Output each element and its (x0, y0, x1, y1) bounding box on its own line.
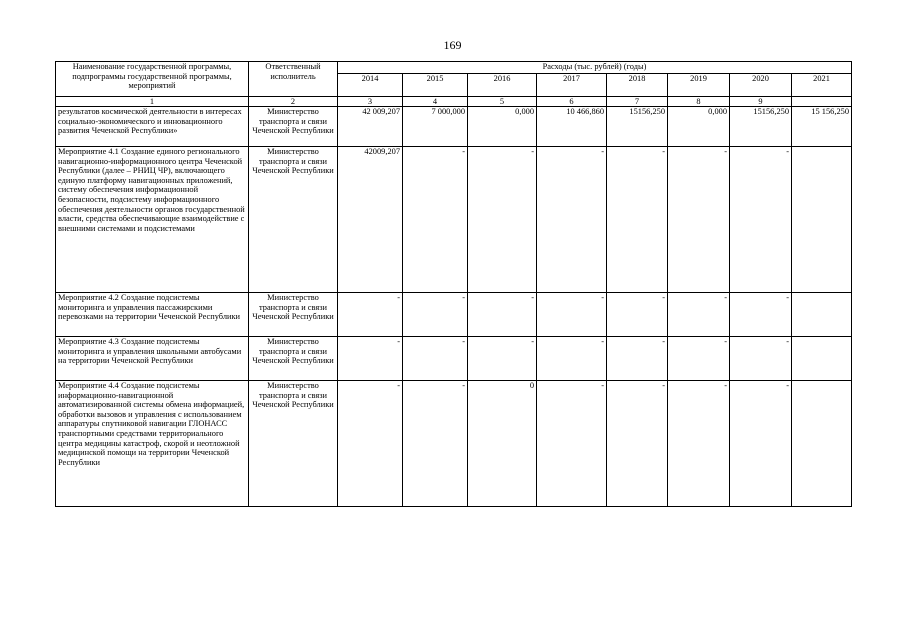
value-cell: - (730, 293, 792, 337)
value-cell: - (338, 293, 403, 337)
value-cell (792, 337, 852, 381)
column-number: 3 (338, 97, 403, 107)
budget-table (55, 61, 852, 507)
header-row-1 (56, 62, 852, 74)
year-header: 2018 (607, 74, 668, 97)
value-cell: - (668, 337, 730, 381)
value-cell: - (403, 337, 468, 381)
value-cell: - (607, 147, 668, 293)
value-cell (792, 381, 852, 507)
column-number: 2 (249, 97, 338, 107)
executor-column-header: Ответственный исполнитель (249, 62, 338, 97)
value-cell: 7 000,000 (403, 107, 468, 147)
row-name: результатов космической деятельности в интересах социально-экономического и инновационного развития Чеченской Республики» (56, 107, 249, 147)
value-cell: - (730, 147, 792, 293)
value-cell: 0,000 (468, 107, 537, 147)
year-header: 2014 (338, 74, 403, 97)
year-header: 2020 (730, 74, 792, 97)
value-cell: - (730, 337, 792, 381)
table-row (56, 293, 852, 337)
value-cell: - (403, 293, 468, 337)
column-number: 6 (537, 97, 607, 107)
value-cell: - (468, 147, 537, 293)
year-header: 2019 (668, 74, 730, 97)
value-cell: 15156,250 (607, 107, 668, 147)
column-number: 4 (403, 97, 468, 107)
value-cell: 0,000 (668, 107, 730, 147)
year-header: 2015 (403, 74, 468, 97)
value-cell: - (537, 293, 607, 337)
value-cell: - (537, 147, 607, 293)
column-number: 1 (56, 97, 249, 107)
value-cell: - (730, 381, 792, 507)
table-row (56, 381, 852, 507)
value-cell: - (403, 381, 468, 507)
name-column-header: Наименование государственной программы, подпрограммы государственной программы, мероприятий (56, 62, 249, 97)
value-cell: - (607, 337, 668, 381)
value-cell: 42009,207 (338, 147, 403, 293)
year-header: 2016 (468, 74, 537, 97)
row-executor: Министерство транспорта и связи Чеченской Республики (249, 107, 338, 147)
value-cell: - (537, 381, 607, 507)
table-row (56, 337, 852, 381)
column-number: 9 (730, 97, 792, 107)
row-executor: Министерство транспорта и связи Чеченской Республики (249, 147, 338, 293)
table-row (56, 147, 852, 293)
value-cell: - (607, 293, 668, 337)
value-cell: - (468, 293, 537, 337)
value-cell: - (338, 337, 403, 381)
year-header: 2017 (537, 74, 607, 97)
table-row (56, 107, 852, 147)
column-number: 7 (607, 97, 668, 107)
value-cell: - (468, 337, 537, 381)
row-executor: Министерство транспорта и связи Чеченской Республики (249, 381, 338, 507)
value-cell: - (403, 147, 468, 293)
expenses-group-header: Расходы (тыс. рублей) (годы) (338, 62, 852, 74)
page-number: 169 (443, 38, 462, 52)
value-cell: 15 156,250 (792, 107, 852, 147)
value-cell (792, 293, 852, 337)
column-number: 5 (468, 97, 537, 107)
value-cell: 10 466,860 (537, 107, 607, 147)
value-cell: - (668, 147, 730, 293)
value-cell: - (607, 381, 668, 507)
column-number: 8 (668, 97, 730, 107)
value-cell: - (537, 337, 607, 381)
value-cell (792, 147, 852, 293)
column-number-row (56, 97, 852, 107)
column-number (792, 97, 852, 107)
value-cell: - (668, 293, 730, 337)
year-header: 2021 (792, 74, 852, 97)
row-name: Мероприятие 4.1 Создание единого регионального навигационно-информационного центра Чеченской Республики (далее – РНИЦ ЧР), включающего единую платформу навигационных приложений, систему обеспечения информационной безопасности, подсистему информационного обеспечения деятельности органов государственной власти, средства обеспечивающие взаимодействие с внешними системами и подсистемами (56, 147, 249, 293)
value-cell: 15156,250 (730, 107, 792, 147)
row-name: Мероприятие 4.2 Создание подсистемы мониторинга и управления пассажирскими перевозками на территории Чеченской Республики (56, 293, 249, 337)
row-name: Мероприятие 4.3 Создание подсистемы мониторинга и управления школьными автобусами на территории Чеченской Республики (56, 337, 249, 381)
value-cell: - (668, 381, 730, 507)
value-cell: - (338, 381, 403, 507)
row-name: Мероприятие 4.4 Создание подсистемы информационно-навигационной автоматизированной системы обмена информацией, обработки вызовов и управления с использованием аппаратуры спутниковой навигации ГЛОНАСС транспортными средствами территориального центра медицины катастроф, скорой и неотложной медицинской помощи на территории Чеченской Республики (56, 381, 249, 507)
value-cell: 42 009,207 (338, 107, 403, 147)
row-executor: Министерство транспорта и связи Чеченской Республики (249, 293, 338, 337)
value-cell: 0 (468, 381, 537, 507)
row-executor: Министерство транспорта и связи Чеченской Республики (249, 337, 338, 381)
